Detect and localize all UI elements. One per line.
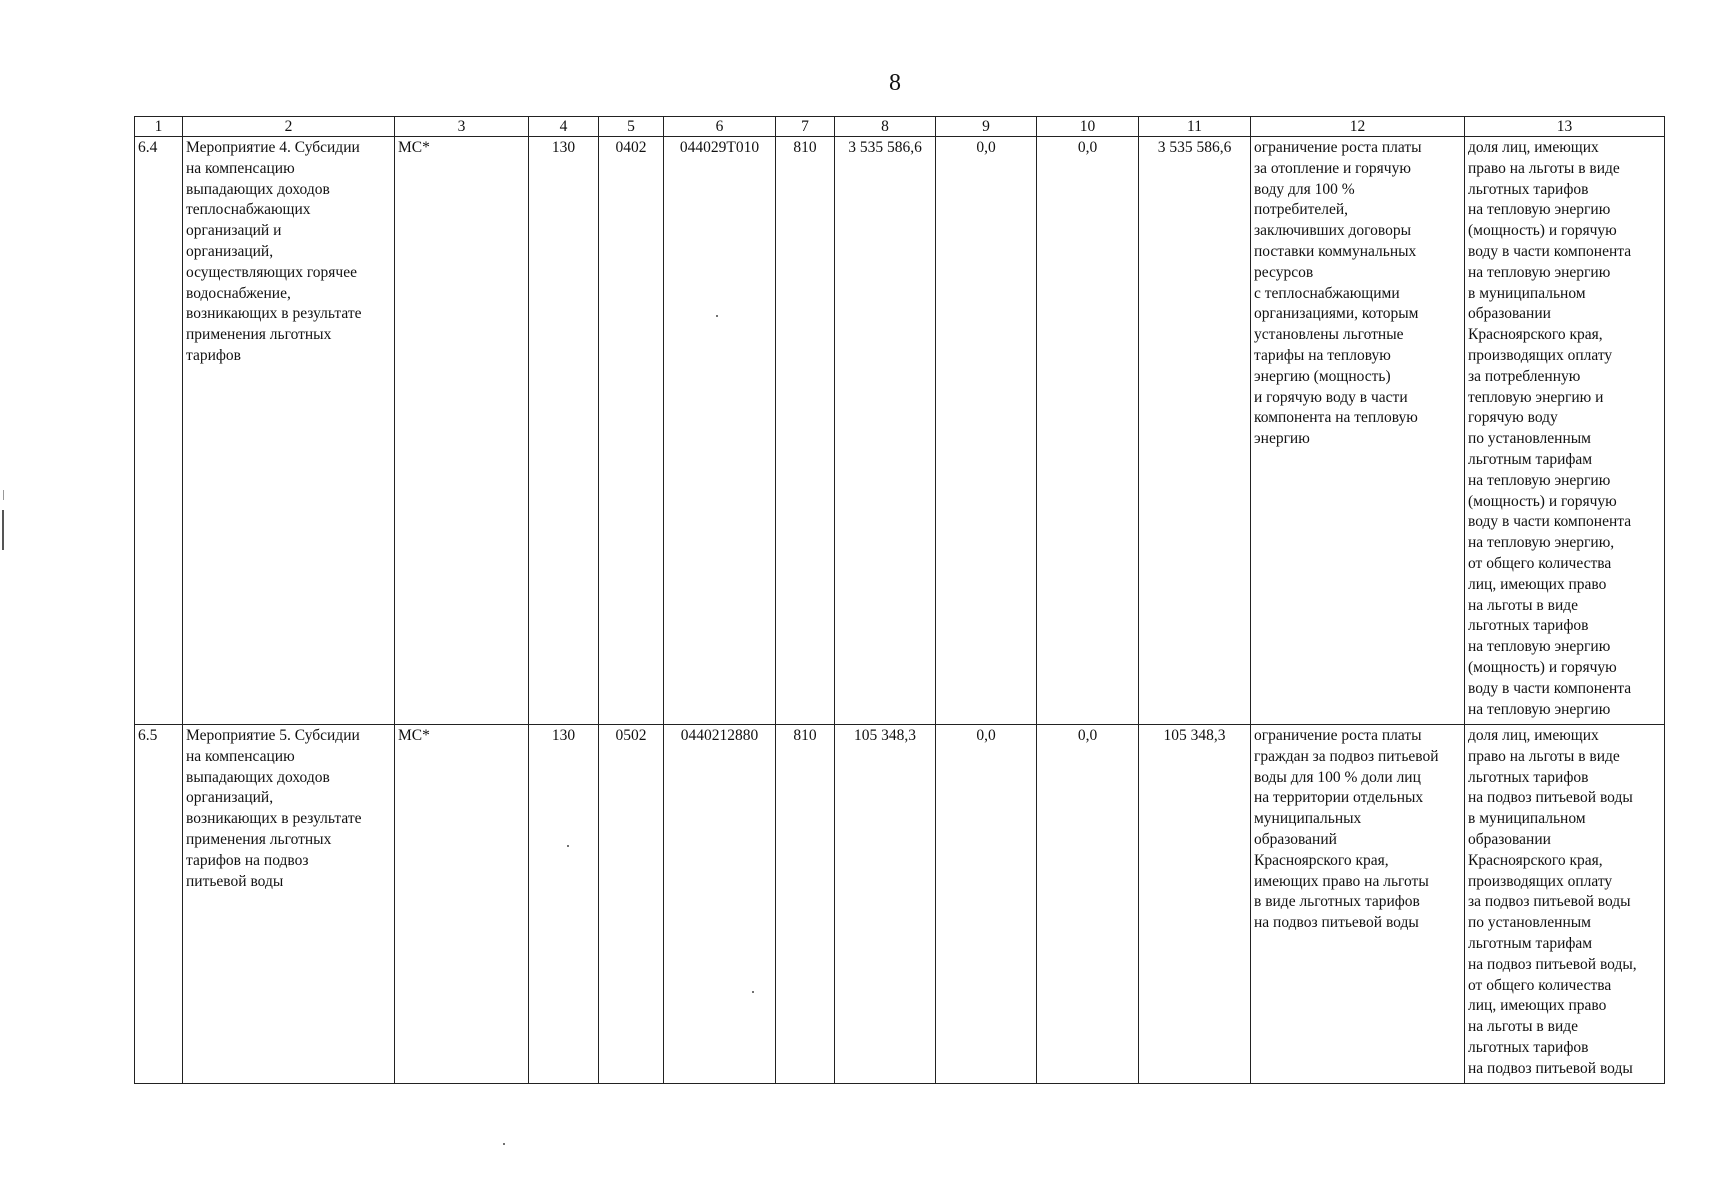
header-cell: 10 <box>1037 117 1139 137</box>
col5-cell: 0402 <box>599 137 664 725</box>
header-cell: 12 <box>1251 117 1465 137</box>
col10-cell: 0,0 <box>1037 725 1139 1084</box>
header-cell: 5 <box>599 117 664 137</box>
col9-cell: 0,0 <box>936 137 1037 725</box>
scan-edge-mark <box>2 510 4 550</box>
col11-cell: 3 535 586,6 <box>1139 137 1251 725</box>
header-cell: 1 <box>135 117 183 137</box>
col3-cell: МС* <box>395 137 529 725</box>
header-cell: 3 <box>395 117 529 137</box>
header-cell: 4 <box>529 117 599 137</box>
header-cell: 8 <box>835 117 936 137</box>
measure-name: Мероприятие 5. Субсидии на компенсацию выпадающих доходов организаций, возникающих в результате применения льготных тарифов на подвоз питьевой воды <box>183 725 395 1084</box>
header-cell: 13 <box>1465 117 1665 137</box>
measure-name: Мероприятие 4. Субсидии на компенсацию выпадающих доходов теплоснабжающих организаций и организаций, осуществляющих горячее водоснабжение, возникающих в результате применения льготных тарифов <box>183 137 395 725</box>
scan-edge-tick <box>3 490 4 500</box>
col7-cell: 810 <box>776 137 835 725</box>
col8-cell: 3 535 586,6 <box>835 137 936 725</box>
table-row <box>135 137 1665 725</box>
table-row <box>135 725 1665 1084</box>
col5-cell: 0502 <box>599 725 664 1084</box>
header-cell: 7 <box>776 117 835 137</box>
header-cell: 11 <box>1139 117 1251 137</box>
col6-cell: 0440212880 <box>664 725 776 1084</box>
col6-cell: 044029Т010 <box>664 137 776 725</box>
row-number: 6.4 <box>135 137 183 725</box>
header-cell: 9 <box>936 117 1037 137</box>
col7-cell: 810 <box>776 725 835 1084</box>
page-number: 8 <box>889 70 901 96</box>
col10-cell: 0,0 <box>1037 137 1139 725</box>
col9-cell: 0,0 <box>936 725 1037 1084</box>
col11-cell: 105 348,3 <box>1139 725 1251 1084</box>
scan-speck <box>503 1143 505 1145</box>
program-table <box>134 116 1665 1084</box>
col4-cell: 130 <box>529 725 599 1084</box>
expected-result: ограничение роста платы за отопление и горячую воду для 100 % потребителей, заключивших договоры поставки коммунальных ресурсов с теплоснабжающими организациями, которым установлены льготные тарифы на тепловую энергию (мощность) и горячую воду в части компонента на тепловую энергию <box>1251 137 1465 725</box>
header-cell: 6 <box>664 117 776 137</box>
row-number: 6.5 <box>135 725 183 1084</box>
col8-cell: 105 348,3 <box>835 725 936 1084</box>
indicator: доля лиц, имеющих право на льготы в виде льготных тарифов на тепловую энергию (мощность) и горячую воду в части компонента на тепловую энергию в муниципальном образовании Красноярского края, производящих оплату за потребленную тепловую энергию и горячую воду по установленным льготным тарифам на тепловую энергию (мощность) и горячую воду в части компонента на тепловую энергию, от общего количества лиц, имеющих право на льготы в виде льготных тарифов на тепловую энергию (мощность) и горячую воду в части компонента на тепловую энергию <box>1465 137 1665 725</box>
col4-cell: 130 <box>529 137 599 725</box>
table-header-row <box>135 117 1665 137</box>
header-cell: 2 <box>183 117 395 137</box>
col3-cell: МС* <box>395 725 529 1084</box>
indicator: доля лиц, имеющих право на льготы в виде льготных тарифов на подвоз питьевой воды в муниципальном образовании Красноярского края, производящих оплату за подвоз питьевой воды по установленным льготным тарифам на подвоз питьевой воды, от общего количества лиц, имеющих право на льготы в виде льготных тарифов на подвоз питьевой воды <box>1465 725 1665 1084</box>
expected-result: ограничение роста платы граждан за подвоз питьевой воды для 100 % доли лиц на территории отдельных муниципальных образований Красноярского края, имеющих право на льготы в виде льготных тарифов на подвоз питьевой воды <box>1251 725 1465 1084</box>
